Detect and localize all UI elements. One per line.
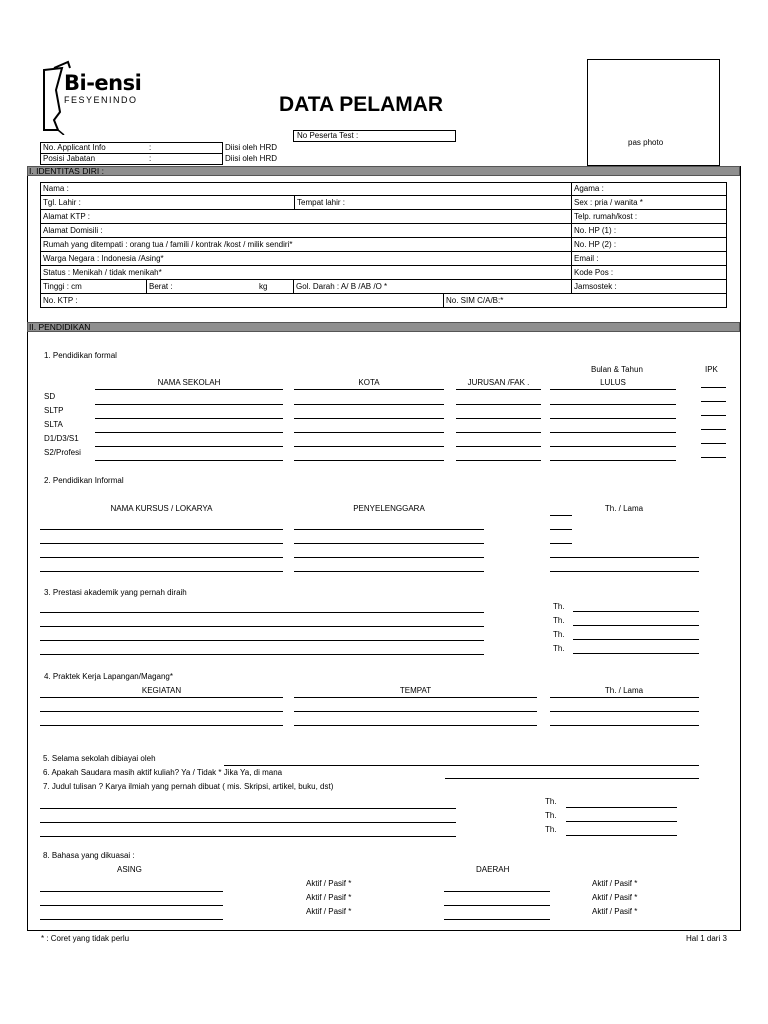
gol-darah-field[interactable]: Gol. Darah : A/ B /AB /O * bbox=[296, 282, 388, 291]
prestasi-row-line[interactable] bbox=[40, 640, 484, 641]
tinggi-field[interactable]: Tinggi : cm bbox=[43, 282, 82, 291]
section-identitas bbox=[27, 166, 740, 176]
hp1-field[interactable]: No. HP (1) : bbox=[574, 226, 617, 235]
col-daerah: DAERAH bbox=[476, 865, 510, 874]
asing-row-line[interactable] bbox=[40, 919, 223, 920]
q7-row-line[interactable] bbox=[40, 822, 456, 823]
col-praktek-th-lama: Th. / Lama bbox=[604, 686, 644, 695]
level-slta: SLTA bbox=[44, 420, 63, 429]
posisi-jabatan-note: Diisi oleh HRD bbox=[225, 154, 278, 163]
informal-row-line[interactable] bbox=[40, 571, 283, 572]
page-number: Hal 1 dari 3 bbox=[686, 934, 727, 943]
berat-unit: kg bbox=[259, 282, 268, 291]
daerah-aktif-1[interactable]: Aktif / Pasif * bbox=[592, 879, 638, 888]
footer-note: * : Coret yang tidak perlu bbox=[41, 934, 130, 943]
daerah-row-line[interactable] bbox=[444, 919, 550, 920]
prestasi-heading: 3. Prestasi akademik yang pernah diraih bbox=[44, 588, 187, 597]
asing-row-line[interactable] bbox=[40, 905, 223, 906]
sex-field[interactable]: Sex : pria / wanita * bbox=[574, 198, 643, 207]
formal-row-line[interactable] bbox=[95, 404, 283, 405]
posisi-jabatan-row[interactable] bbox=[40, 153, 223, 165]
daerah-aktif-2[interactable]: Aktif / Pasif * bbox=[592, 893, 638, 902]
no-peserta-field[interactable] bbox=[293, 130, 456, 142]
no-ktp-field[interactable]: No. KTP : bbox=[43, 296, 78, 305]
formal-heading: 1. Pendidikan formal bbox=[44, 351, 117, 360]
prestasi-th-1: Th. bbox=[553, 602, 565, 611]
q5-answer-line[interactable] bbox=[224, 765, 699, 766]
question-6: 6. Apakah Saudara masih aktif kuliah? Ya / Tidak * Jika Ya, di mana bbox=[43, 768, 283, 777]
q7-th-2: Th. bbox=[545, 811, 557, 820]
alamat-ktp-field[interactable]: Alamat KTP : bbox=[43, 212, 90, 221]
page-title: DATA PELAMAR bbox=[279, 93, 444, 116]
photo-box[interactable] bbox=[587, 59, 720, 166]
daerah-row-line[interactable] bbox=[444, 891, 550, 892]
telp-field[interactable]: Telp. rumah/kost : bbox=[574, 212, 638, 221]
col-th-lama: Th. / Lama bbox=[604, 504, 644, 513]
informal-row-line[interactable] bbox=[40, 529, 283, 530]
formal-row-line[interactable] bbox=[95, 418, 283, 419]
level-sd: SD bbox=[44, 392, 56, 401]
posisi-jabatan-colon: : bbox=[149, 154, 152, 163]
q7-th-1: Th. bbox=[545, 797, 557, 806]
prestasi-row-line[interactable] bbox=[40, 626, 484, 627]
formal-row-line[interactable] bbox=[95, 432, 283, 433]
section-pendidikan bbox=[27, 322, 740, 332]
praktek-heading: 4. Praktek Kerja Lapangan/Magang* bbox=[44, 672, 173, 681]
hp2-field[interactable]: No. HP (2) : bbox=[574, 240, 617, 249]
col-jurusan: JURUSAN /FAK . bbox=[467, 378, 530, 387]
q7-row-line[interactable] bbox=[40, 808, 456, 809]
company-logo bbox=[40, 60, 150, 135]
status-field[interactable]: Status : Menikah / tidak menikah* bbox=[43, 268, 162, 277]
prestasi-th-2: Th. bbox=[553, 616, 565, 625]
no-peserta-label: No Peserta Test : bbox=[297, 131, 359, 140]
nama-field[interactable]: Nama : bbox=[43, 184, 69, 193]
rumah-field[interactable]: Rumah yang ditempati : orang tua / famili / kontrak /kost / milik sendiri* bbox=[43, 240, 293, 249]
prestasi-row-line[interactable] bbox=[40, 612, 484, 613]
section-identitas-title: I. IDENTITAS DIRI : bbox=[29, 166, 104, 176]
q7-row-line[interactable] bbox=[40, 836, 456, 837]
formal-row-line[interactable] bbox=[95, 446, 283, 447]
formal-row-line[interactable] bbox=[95, 460, 283, 461]
warga-negara-field[interactable]: Warga Negara : Indonesia /Asing* bbox=[43, 254, 164, 263]
kode-pos-field[interactable]: Kode Pos : bbox=[574, 268, 614, 277]
applicant-info-label: No. Applicant Info bbox=[43, 143, 106, 152]
section-pendidikan-title: II. PENDIDIKAN bbox=[29, 322, 91, 332]
informal-row-line[interactable] bbox=[40, 543, 283, 544]
question-5: 5. Selama sekolah dibiayai oleh bbox=[43, 754, 156, 763]
logo-brand: Bi-ensi bbox=[64, 71, 142, 95]
pas-photo-label: pas photo bbox=[628, 138, 664, 147]
informal-heading: 2. Pendidikan Informal bbox=[44, 476, 124, 485]
q7-th-3: Th. bbox=[545, 825, 557, 834]
tempat-lahir-field[interactable]: Tempat lahir : bbox=[297, 198, 346, 207]
col-tempat: TEMPAT bbox=[399, 686, 432, 695]
question-7: 7. Judul tulisan ? Karya ilmiah yang pernah dibuat ( mis. Skripsi, artikel, buku, dst) bbox=[43, 782, 334, 791]
applicant-info-colon: : bbox=[149, 143, 152, 152]
praktek-row-line[interactable] bbox=[40, 711, 283, 712]
col-kegiatan: KEGIATAN bbox=[141, 686, 182, 695]
praktek-row-line[interactable] bbox=[40, 725, 283, 726]
col-lulus: LULUS bbox=[600, 378, 626, 387]
level-d1d3s1: D1/D3/S1 bbox=[44, 434, 79, 443]
berat-field[interactable]: Berat : bbox=[149, 282, 173, 291]
logo-sub: FESYENINDO bbox=[64, 95, 138, 105]
informal-row-line[interactable] bbox=[40, 557, 283, 558]
no-sim-field[interactable]: No. SIM C/A/B:* bbox=[446, 296, 504, 305]
level-sltp: SLTP bbox=[44, 406, 64, 415]
applicant-info-note: Diisi oleh HRD bbox=[225, 143, 278, 152]
q6-answer-line[interactable] bbox=[445, 778, 699, 779]
col-penyelenggara: PENYELENGGARA bbox=[353, 504, 425, 513]
col-nama-sekolah: NAMA SEKOLAH bbox=[157, 378, 221, 387]
ipk-label: IPK bbox=[705, 365, 718, 374]
tgl-lahir-field[interactable]: Tgl. Lahir : bbox=[43, 198, 81, 207]
asing-row-line[interactable] bbox=[40, 891, 223, 892]
jamsostek-field[interactable]: Jamsostek : bbox=[574, 282, 617, 291]
agama-field[interactable]: Agama : bbox=[574, 184, 604, 193]
asing-aktif-2[interactable]: Aktif / Pasif * bbox=[306, 893, 352, 902]
posisi-jabatan-label: Posisi Jabatan bbox=[43, 154, 96, 163]
daerah-row-line[interactable] bbox=[444, 905, 550, 906]
asing-aktif-1[interactable]: Aktif / Pasif * bbox=[306, 879, 352, 888]
col-asing: ASING bbox=[117, 865, 142, 874]
level-s2: S2/Profesi bbox=[44, 448, 81, 457]
daerah-aktif-3[interactable]: Aktif / Pasif * bbox=[592, 907, 638, 916]
prestasi-row-line[interactable] bbox=[40, 654, 484, 655]
col-kota: KOTA bbox=[358, 378, 380, 387]
email-field[interactable]: Email : bbox=[574, 254, 599, 263]
prestasi-th-3: Th. bbox=[553, 630, 565, 639]
asing-aktif-3[interactable]: Aktif / Pasif * bbox=[306, 907, 352, 916]
alamat-domisili-field[interactable]: Alamat Domisili : bbox=[43, 226, 103, 235]
prestasi-th-4: Th. bbox=[553, 644, 565, 653]
bahasa-heading: 8. Bahasa yang dikuasai : bbox=[43, 851, 135, 860]
col-nama-kursus: NAMA KURSUS / LOKARYA bbox=[110, 504, 213, 513]
bulan-tahun-label: Bulan & Tahun bbox=[591, 365, 643, 374]
